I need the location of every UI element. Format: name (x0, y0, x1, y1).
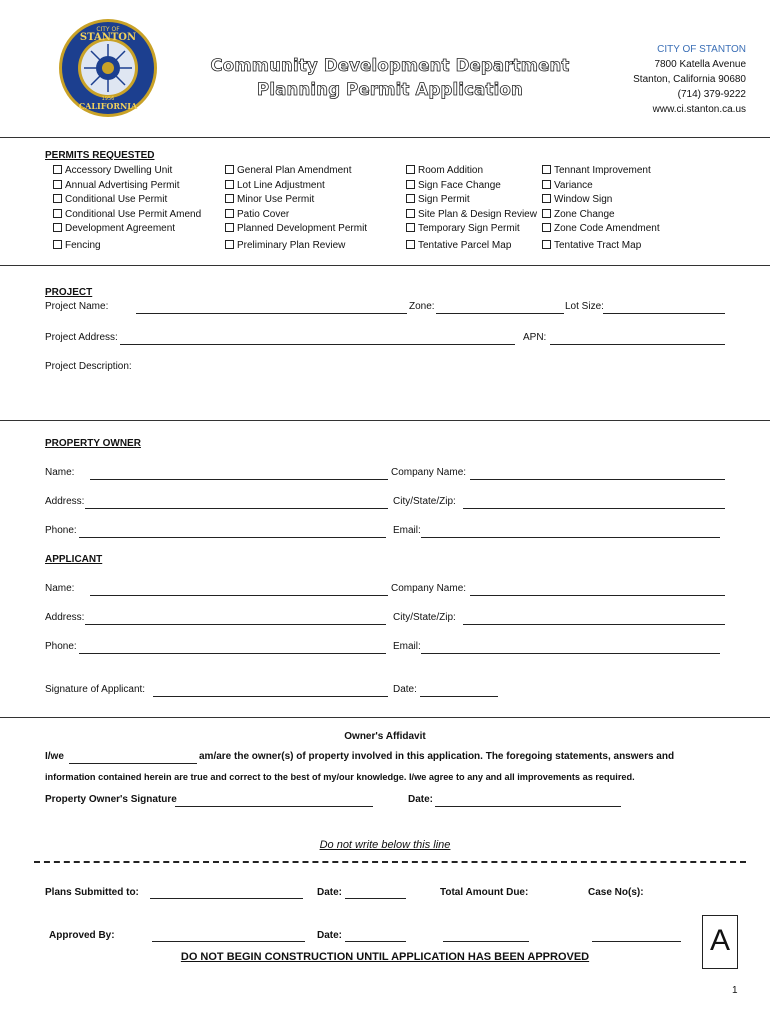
applicant-company-label: Company Name: (391, 583, 467, 594)
owner-address-field[interactable] (85, 508, 388, 509)
permit-checkbox[interactable]: Window Sign (542, 193, 660, 208)
applicant-name-label: Name: (45, 583, 75, 594)
page-subtitle: Planning Permit Application (257, 80, 523, 99)
project-name-field[interactable] (136, 313, 407, 314)
owner-city-label: City/State/Zip: (393, 496, 456, 507)
affidavit-heading: Owner's Affidavit (344, 731, 426, 742)
owner-heading: PROPERTY OWNER (45, 438, 141, 449)
affidavit-text-line2: information contained herein are true and correct to the best of my/our knowledge. I/we agree to any and all improvements as required. (45, 772, 635, 782)
owner-signature-label: Property Owner's Signature (45, 794, 177, 805)
permit-checkbox[interactable]: Variance (542, 179, 660, 194)
project-name-label: Project Name: (45, 301, 109, 312)
permit-checkbox[interactable]: Development Agreement (53, 222, 201, 237)
permit-checkbox[interactable]: Zone Change (542, 208, 660, 223)
applicant-email-field[interactable] (421, 653, 720, 654)
divider (0, 265, 770, 266)
owner-city-field[interactable] (463, 508, 725, 509)
applicant-phone-label: Phone: (45, 641, 77, 652)
applicant-city-field[interactable] (463, 624, 725, 625)
approved-date-label: Date: (317, 930, 343, 941)
divider (0, 420, 770, 421)
owner-signature-field[interactable] (175, 806, 373, 807)
applicant-name-field[interactable] (90, 595, 388, 596)
permits-column-3 (406, 164, 537, 253)
applicant-address-field[interactable] (85, 624, 386, 625)
permit-checkbox[interactable]: Lot Line Adjustment (225, 179, 367, 194)
office-date-field[interactable] (345, 898, 406, 899)
permits-column-1 (53, 164, 201, 253)
zone-label: Zone: (409, 301, 435, 312)
permit-checkbox[interactable]: Planned Development Permit (225, 222, 367, 237)
permits-column-4 (542, 164, 660, 253)
owner-company-field[interactable] (470, 479, 725, 480)
permit-checkbox[interactable]: Annual Advertising Permit (53, 179, 201, 194)
city-address-line1: 7800 Katella Avenue (654, 59, 746, 70)
plans-submitted-field[interactable] (150, 898, 303, 899)
permit-checkbox[interactable]: Temporary Sign Permit (406, 222, 537, 237)
city-phone: (714) 379-9222 (677, 89, 746, 100)
city-website: www.ci.stanton.ca.us (652, 104, 746, 115)
permit-checkbox[interactable]: Fencing (53, 239, 201, 254)
owner-date-label: Date: (408, 794, 434, 805)
owner-email-field[interactable] (421, 537, 720, 538)
city-seal-logo (58, 18, 158, 118)
permit-checkbox[interactable]: Accessory Dwelling Unit (53, 164, 201, 179)
permit-checkbox[interactable]: Patio Cover (225, 208, 367, 223)
permit-checkbox[interactable]: Conditional Use Permit (53, 193, 201, 208)
owner-name-field[interactable] (90, 479, 388, 480)
affidavit-text-line1: am/are the owner(s) of property involved in this application. The foregoing statements, answers and (199, 751, 675, 762)
applicant-heading: APPLICANT (45, 554, 103, 565)
permit-checkbox[interactable]: Site Plan & Design Review (406, 208, 537, 223)
project-heading: PROJECT (45, 287, 93, 298)
owner-email-label: Email: (393, 525, 421, 536)
total-amount-field[interactable] (443, 941, 529, 942)
form-letter-stamp: A (702, 915, 738, 969)
apn-label: APN: (523, 332, 547, 343)
permit-checkbox[interactable]: Sign Face Change (406, 179, 537, 194)
divider (0, 137, 770, 138)
applicant-email-label: Email: (393, 641, 421, 652)
affidavit-iwe: I/we (45, 751, 64, 762)
seal-text-mid: STANTON (79, 32, 137, 43)
divider (0, 717, 770, 718)
plans-submitted-label: Plans Submitted to: (45, 887, 139, 898)
permit-checkbox[interactable]: Zone Code Amendment (542, 222, 660, 237)
permits-heading: PERMITS REQUESTED (45, 150, 155, 161)
permit-checkbox[interactable]: Conditional Use Permit Amend (53, 208, 201, 223)
approved-by-field[interactable] (152, 941, 305, 942)
permit-checkbox[interactable]: Room Addition (406, 164, 537, 179)
applicant-phone-field[interactable] (79, 653, 386, 654)
affidavit-owner-name-field[interactable] (69, 763, 197, 764)
permit-checkbox[interactable]: Sign Permit (406, 193, 537, 208)
lot-size-label: Lot Size: (565, 301, 604, 312)
total-amount-label: Total Amount Due: (440, 887, 529, 898)
office-date-label: Date: (317, 887, 343, 898)
seal-year: 1956 (101, 96, 115, 102)
apn-field[interactable] (550, 344, 725, 345)
applicant-date-label: Date: (393, 684, 417, 695)
owner-name-label: Name: (45, 467, 75, 478)
permit-checkbox[interactable]: Minor Use Permit (225, 193, 367, 208)
case-no-field[interactable] (592, 941, 681, 942)
seal-text-bottom: CALIFORNIA (78, 101, 138, 111)
owner-address-label: Address: (45, 496, 85, 507)
permit-checkbox[interactable]: Tennant Improvement (542, 164, 660, 179)
approval-warning: DO NOT BEGIN CONSTRUCTION UNTIL APPLICATION HAS BEEN APPROVED (180, 951, 590, 963)
owner-company-label: Company Name: (391, 467, 467, 478)
city-address-line2: Stanton, California 90680 (633, 74, 746, 85)
seal-text-top: CITY OF (96, 26, 120, 33)
permits-column-2 (225, 164, 367, 253)
city-name: CITY OF STANTON (657, 44, 746, 55)
applicant-signature-field[interactable] (153, 696, 388, 697)
applicant-company-field[interactable] (470, 595, 725, 596)
city-contact-block (633, 42, 746, 117)
project-description-label: Project Description: (45, 361, 132, 372)
project-address-label: Project Address: (45, 332, 118, 343)
office-notice: Do not write below this line (319, 839, 451, 851)
permit-checkbox[interactable]: Tentative Tract Map (542, 239, 660, 254)
zone-field[interactable] (436, 313, 564, 314)
applicant-address-label: Address: (45, 612, 85, 623)
applicant-signature-label: Signature of Applicant: (45, 684, 146, 695)
page-title: Community Development Department (210, 56, 570, 75)
owner-date-field[interactable] (435, 806, 621, 807)
permit-checkbox[interactable]: Tentative Parcel Map (406, 239, 537, 254)
lot-size-field[interactable] (603, 313, 725, 314)
approved-by-label: Approved By: (49, 930, 115, 941)
approved-date-field[interactable] (345, 941, 406, 942)
case-no-label: Case No(s): (588, 887, 644, 898)
applicant-city-label: City/State/Zip: (393, 612, 456, 623)
owner-phone-label: Phone: (45, 525, 77, 536)
page-number: 1 (732, 985, 738, 996)
project-address-field[interactable] (120, 344, 515, 345)
dashed-divider (34, 861, 746, 863)
permit-checkbox[interactable]: Preliminary Plan Review (225, 239, 367, 254)
owner-phone-field[interactable] (79, 537, 386, 538)
permit-checkbox[interactable]: General Plan Amendment (225, 164, 367, 179)
applicant-date-field[interactable] (420, 696, 498, 697)
